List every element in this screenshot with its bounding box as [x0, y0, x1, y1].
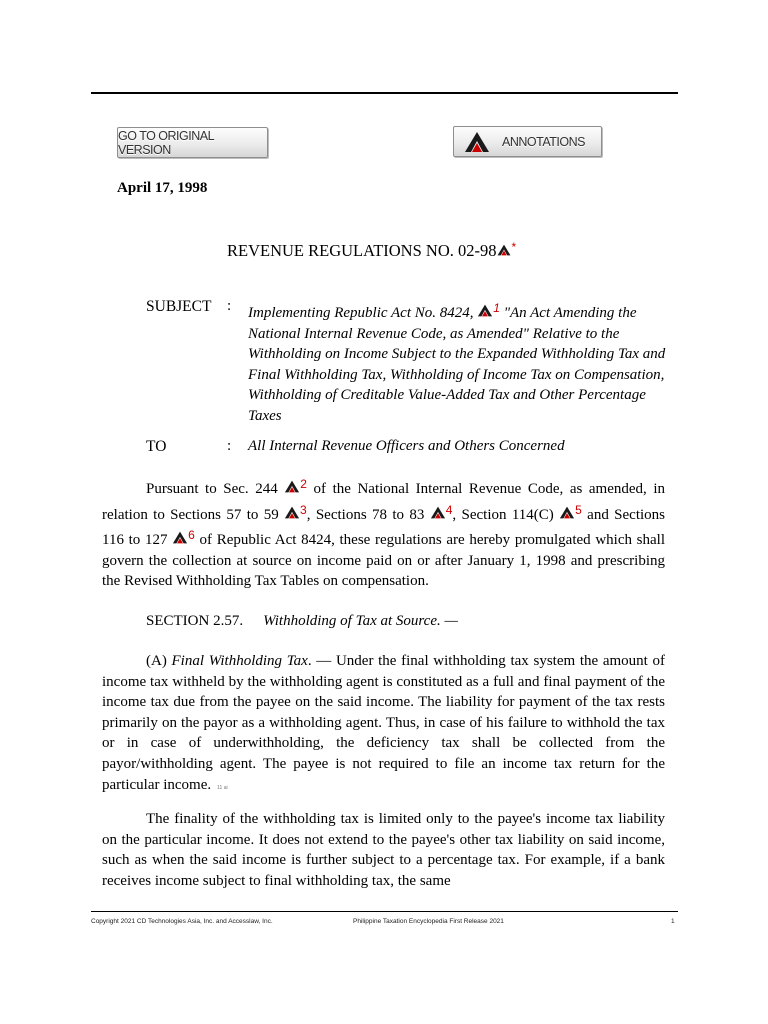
preamble-text: of the National Internal Revenue Code, as amended, in relation to Sections 57 to 59 — [102, 481, 666, 523]
annotation-triangle-icon[interactable] — [430, 506, 446, 519]
section-heading — [146, 613, 458, 630]
go-to-original-version-button[interactable] — [117, 127, 268, 158]
annotation-triangle-icon[interactable] — [284, 480, 300, 493]
regulation-title — [227, 240, 516, 261]
annotation-marker[interactable]: 3 — [300, 502, 307, 517]
preamble-paragraph — [102, 474, 665, 592]
finality-paragraph: The finality of the withholding tax is limited only to the payee's income tax liability on the particular income. It does not extend to the payee's other tax liability on said income, such as when the said income is further subject to a percentage tax. For example, if a bank receives income subject to final withholding tax, the same — [102, 811, 665, 889]
preamble-text: , Sections 78 to 83 — [306, 506, 430, 523]
go-to-original-label: GO TO ORIGINAL VERSION — [118, 128, 214, 157]
section-title: Withholding of Tax at Source. — — [263, 613, 458, 629]
footer-copyright: Copyright 2021 CD Technologies Asia, Inc. and Accesslaw, Inc. — [91, 918, 273, 925]
regulation-title-text: REVENUE REGULATIONS NO. 02-98 — [227, 241, 497, 260]
to-text: All Internal Revenue Officers and Others Concerned — [248, 438, 565, 454]
preamble-text: Pursuant to Sec. 244 — [146, 481, 285, 497]
to-label: TO — [146, 438, 167, 455]
paragraph-heading: Final Withholding Tax — [171, 653, 308, 669]
footer-rule — [91, 911, 678, 912]
final-withholding-paragraph — [102, 651, 665, 798]
footer-page-number: 1 — [671, 918, 675, 925]
annotation-triangle-icon[interactable] — [172, 531, 188, 544]
footer-publication: Philippine Taxation Encyclopedia First Release 2021 — [353, 918, 504, 925]
annotation-marker[interactable]: 2 — [300, 477, 307, 491]
section-number: SECTION 2.57. — [146, 613, 244, 629]
annotation-triangle-icon[interactable] — [477, 304, 493, 317]
annotation-marker[interactable]: 5 — [575, 502, 582, 517]
annotation-triangle-icon — [464, 131, 490, 153]
subject-text-b: "An Act Amending the National Internal Revenue Code, as Amended" Relative to the Withholding on Income Subject to the Expanded Withholding Tax and Final Withholding Tax, Withholding of Income Tax on Compensation, Withholding of Creditable Value-Added Tax and Other Percentage Taxes — [248, 305, 666, 424]
top-rule — [91, 92, 678, 94]
annotation-marker[interactable]: * — [511, 240, 517, 254]
annotation-triangle-icon[interactable] — [559, 506, 575, 519]
to-colon: : — [227, 438, 232, 454]
annotation-marker[interactable]: 6 — [188, 528, 195, 543]
preamble-text: and Sections 116 to 127 — [102, 506, 665, 549]
subject-text-a: Implementing Republic Act No. 8424, — [248, 305, 474, 321]
paragraph-text: . — Under the final withholding tax system the amount of income tax withheld by the withholding agent is constituted as a full and final payment of the income tax due from the payee on the said income. The liability for payment of the tax rests primarily on the payor as a withholding agent. Thus, in case of his failure to withhold the tax or in case of underwithholding, the deficiency tax shall be collected from the payor/withholding agent. The payee is not required to file an income tax return for the particular income. — [102, 653, 666, 793]
annotations-button[interactable] — [453, 126, 602, 157]
annotations-label: ANNOTATIONS — [502, 134, 585, 149]
preamble-text: of Republic Act 8424, these regulations are hereby promulgated which shall govern the collection at source on income paid on or after January 1, 1998 and prescribing the Revised Withholding Tax Tables on compensation. — [102, 532, 665, 590]
tiny-mark: 11 ai — [217, 784, 228, 791]
subject-label: SUBJECT — [146, 298, 212, 315]
annotation-triangle-icon[interactable] — [284, 506, 300, 519]
annotation-marker[interactable]: 1 — [493, 301, 500, 315]
preamble-text: , Section 114(C) — [452, 506, 560, 523]
subject-text — [248, 298, 668, 426]
annotation-triangle-icon[interactable] — [497, 244, 511, 256]
paragraph-prefix: (A) — [146, 653, 172, 669]
annotation-marker[interactable]: 4 — [445, 502, 453, 517]
document-date: April 17, 1998 — [117, 180, 208, 196]
subject-colon: : — [227, 298, 232, 314]
